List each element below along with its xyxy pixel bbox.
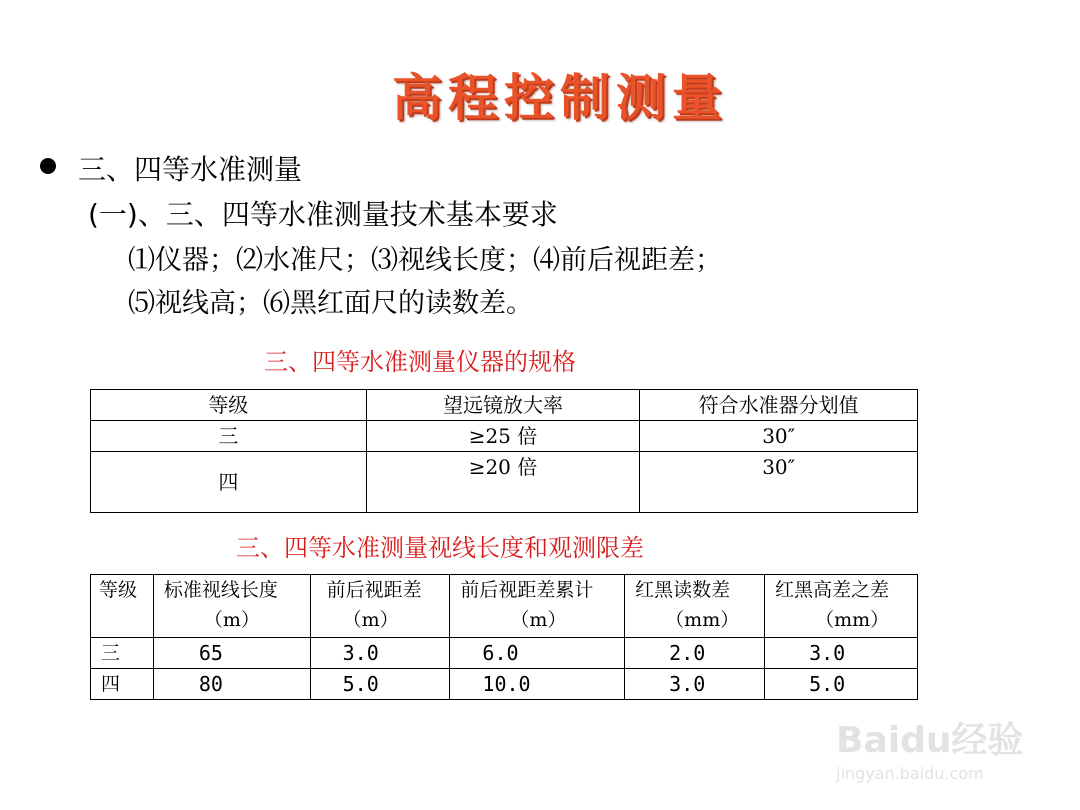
grade-cell: 三 [91,638,154,669]
header-label: 标准视线长度 [163,579,278,601]
table2-caption: 三、四等水准测量视线长度和观测限差 [236,534,644,562]
table1-caption: 三、四等水准测量仪器的规格 [264,348,576,376]
page-title: 高程控制测量 [392,69,728,127]
value-cell: 80 [153,669,310,700]
outline-level2: (一)、三、四等水准测量技术基本要求 [88,198,558,231]
header-cell [310,575,450,638]
instrument-spec-table [90,389,918,513]
header-unit: （m） [510,609,567,631]
outline-requirements-1: ⑴仪器；⑵水准尺；⑶视线长度；⑷前后视距差； [128,245,722,276]
table-header-row [91,390,918,421]
header-label: 红黑高差之差 [775,579,890,601]
header-cell [625,575,765,638]
grade-cell: 四 [91,669,154,700]
grade-cell: 三 [91,421,367,452]
division-value-cell: 30″ [640,452,918,513]
header-cell [91,575,154,638]
baidu-watermark [836,708,1036,798]
header-unit: （m） [203,609,260,631]
magnification-cell: ≥25 倍 [366,421,640,452]
watermark-url: jingyan.baidu.com [836,764,984,783]
header-cell [153,575,310,638]
value-cell: 5.0 [765,669,918,700]
bullet-dot [40,158,56,174]
value-cell: 6.0 [450,638,625,669]
header-label: 前后视距差 [326,579,422,601]
table-row [91,421,918,452]
watermark-brand: Baidu经验 [836,720,1024,761]
value-cell: 10.0 [450,669,625,700]
header-unit: （mm） [665,609,740,631]
value-cell: 3.0 [310,638,450,669]
value-cell: 65 [153,638,310,669]
value-cell: 3.0 [765,638,918,669]
table-row [91,452,918,513]
table-header-row [91,575,918,638]
header-unit: （m） [342,609,399,631]
outline-requirements-2: ⑸视线高；⑹黑红面尺的读数差。 [128,288,533,319]
division-value-cell: 30″ [640,421,918,452]
header-cell: 等级 [91,390,367,421]
value-cell: 2.0 [625,638,765,669]
table-row [91,669,918,700]
value-cell: 5.0 [310,669,450,700]
header-label: 前后视距差累计 [460,579,594,601]
header-label: 红黑读数差 [635,579,731,601]
magnification-cell: ≥20 倍 [366,452,640,513]
header-unit: （mm） [815,609,890,631]
sight-length-limits-table [90,574,918,700]
header-cell: 符合水准器分划值 [640,390,918,421]
outline-level1: 三、四等水准测量 [78,153,303,186]
grade-cell: 四 [91,452,367,513]
value-cell: 3.0 [625,669,765,700]
header-label: 等级 [99,579,138,601]
header-cell [765,575,918,638]
header-cell [450,575,625,638]
table-row [91,638,918,669]
header-cell: 望远镜放大率 [366,390,640,421]
